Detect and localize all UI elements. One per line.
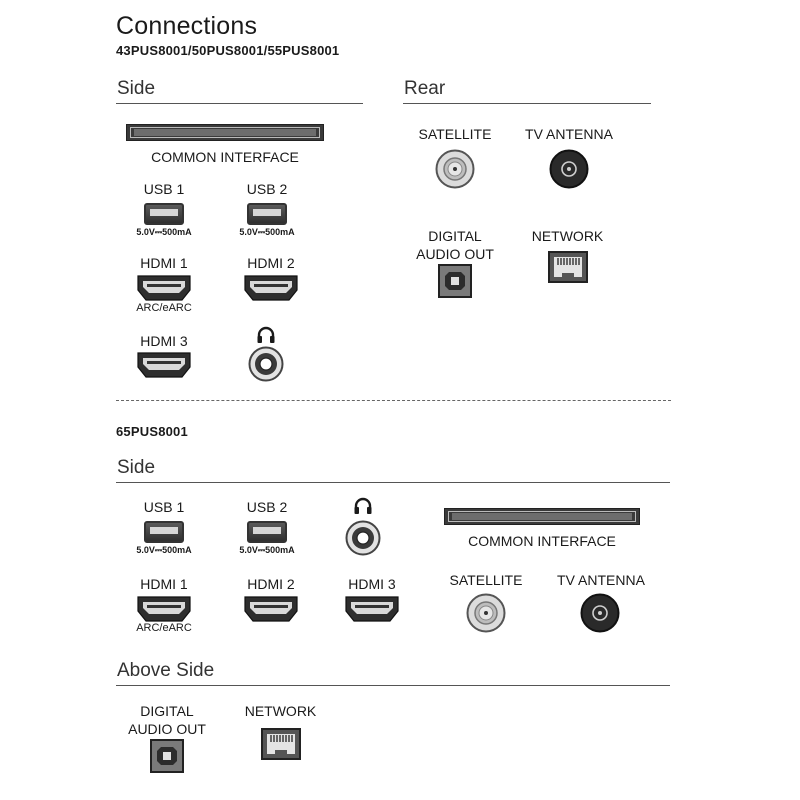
hdmi1-port-icon <box>137 596 191 622</box>
ethernet-port-icon <box>548 251 588 283</box>
tv-antenna-connector-icon <box>549 149 589 189</box>
usb1-label: USB 1 <box>143 499 185 515</box>
hdmi1-label: HDMI 1 <box>140 255 188 271</box>
model-65-label: 65PUS8001 <box>116 424 188 439</box>
section-divider <box>116 685 670 686</box>
hdmi2-label: HDMI 2 <box>247 576 295 592</box>
section-separator <box>116 400 671 401</box>
hdmi1-port-icon <box>137 275 191 301</box>
common-interface-slot-icon <box>444 508 640 525</box>
section-side-bottom: Side <box>117 457 156 478</box>
hdmi3-label: HDMI 3 <box>348 576 396 592</box>
hdmi2-port-icon <box>244 275 298 301</box>
page-title: Connections <box>116 12 258 40</box>
hdmi3-port-icon <box>345 596 399 622</box>
usb2-label: USB 2 <box>246 181 288 197</box>
tv-antenna-label: TV ANTENNA <box>525 126 613 142</box>
hdmi1-label: HDMI 1 <box>140 576 188 592</box>
satellite-connector-icon <box>466 593 506 633</box>
section-divider <box>116 103 363 104</box>
common-interface-slot-icon <box>126 124 324 141</box>
headphones-icon <box>353 497 373 515</box>
usb2-label: USB 2 <box>246 499 288 515</box>
common-interface-label: COMMON INTERFACE <box>151 149 299 165</box>
section-side-top: Side <box>117 78 156 99</box>
usb2-port-icon <box>247 521 287 543</box>
section-divider <box>116 482 670 483</box>
satellite-label: SATELLITE <box>449 572 523 588</box>
ethernet-port-icon <box>261 728 301 760</box>
headphones-icon <box>256 326 276 344</box>
hdmi3-label: HDMI 3 <box>140 333 188 349</box>
section-rear: Rear <box>404 78 446 99</box>
usb2-rating: 5.0V⎓500mA <box>239 227 295 237</box>
digital-audio-out-label-line1: DIGITAL <box>428 228 482 244</box>
optical-port-icon <box>438 264 472 298</box>
usb1-port-icon <box>144 203 184 225</box>
headphone-jack-icon <box>345 520 381 556</box>
digital-audio-out-label-line2: AUDIO OUT <box>416 246 494 262</box>
tv-antenna-label: TV ANTENNA <box>557 572 645 588</box>
usb2-port-icon <box>247 203 287 225</box>
tv-antenna-connector-icon <box>580 593 620 633</box>
satellite-label: SATELLITE <box>418 126 492 142</box>
headphone-jack-icon <box>248 346 284 382</box>
usb1-rating: 5.0V⎓500mA <box>136 227 192 237</box>
digital-audio-out-label-line2: AUDIO OUT <box>128 721 206 737</box>
common-interface-label: COMMON INTERFACE <box>468 533 616 549</box>
usb1-rating: 5.0V⎓500mA <box>136 545 192 555</box>
network-label: NETWORK <box>531 228 604 244</box>
hdmi1-arc-label: ARC/eARC <box>136 302 192 314</box>
network-label: NETWORK <box>244 703 317 719</box>
optical-port-icon <box>150 739 184 773</box>
hdmi1-arc-label: ARC/eARC <box>136 622 192 634</box>
section-divider <box>403 103 651 104</box>
digital-audio-out-label-line1: DIGITAL <box>140 703 194 719</box>
hdmi2-port-icon <box>244 596 298 622</box>
usb1-label: USB 1 <box>143 181 185 197</box>
usb2-rating: 5.0V⎓500mA <box>239 545 295 555</box>
hdmi3-port-icon <box>137 352 191 378</box>
model-list-top: 43PUS8001/50PUS8001/55PUS8001 <box>116 43 340 58</box>
usb1-port-icon <box>144 521 184 543</box>
hdmi2-label: HDMI 2 <box>247 255 295 271</box>
section-above-side: Above Side <box>117 660 215 681</box>
satellite-connector-icon <box>435 149 475 189</box>
